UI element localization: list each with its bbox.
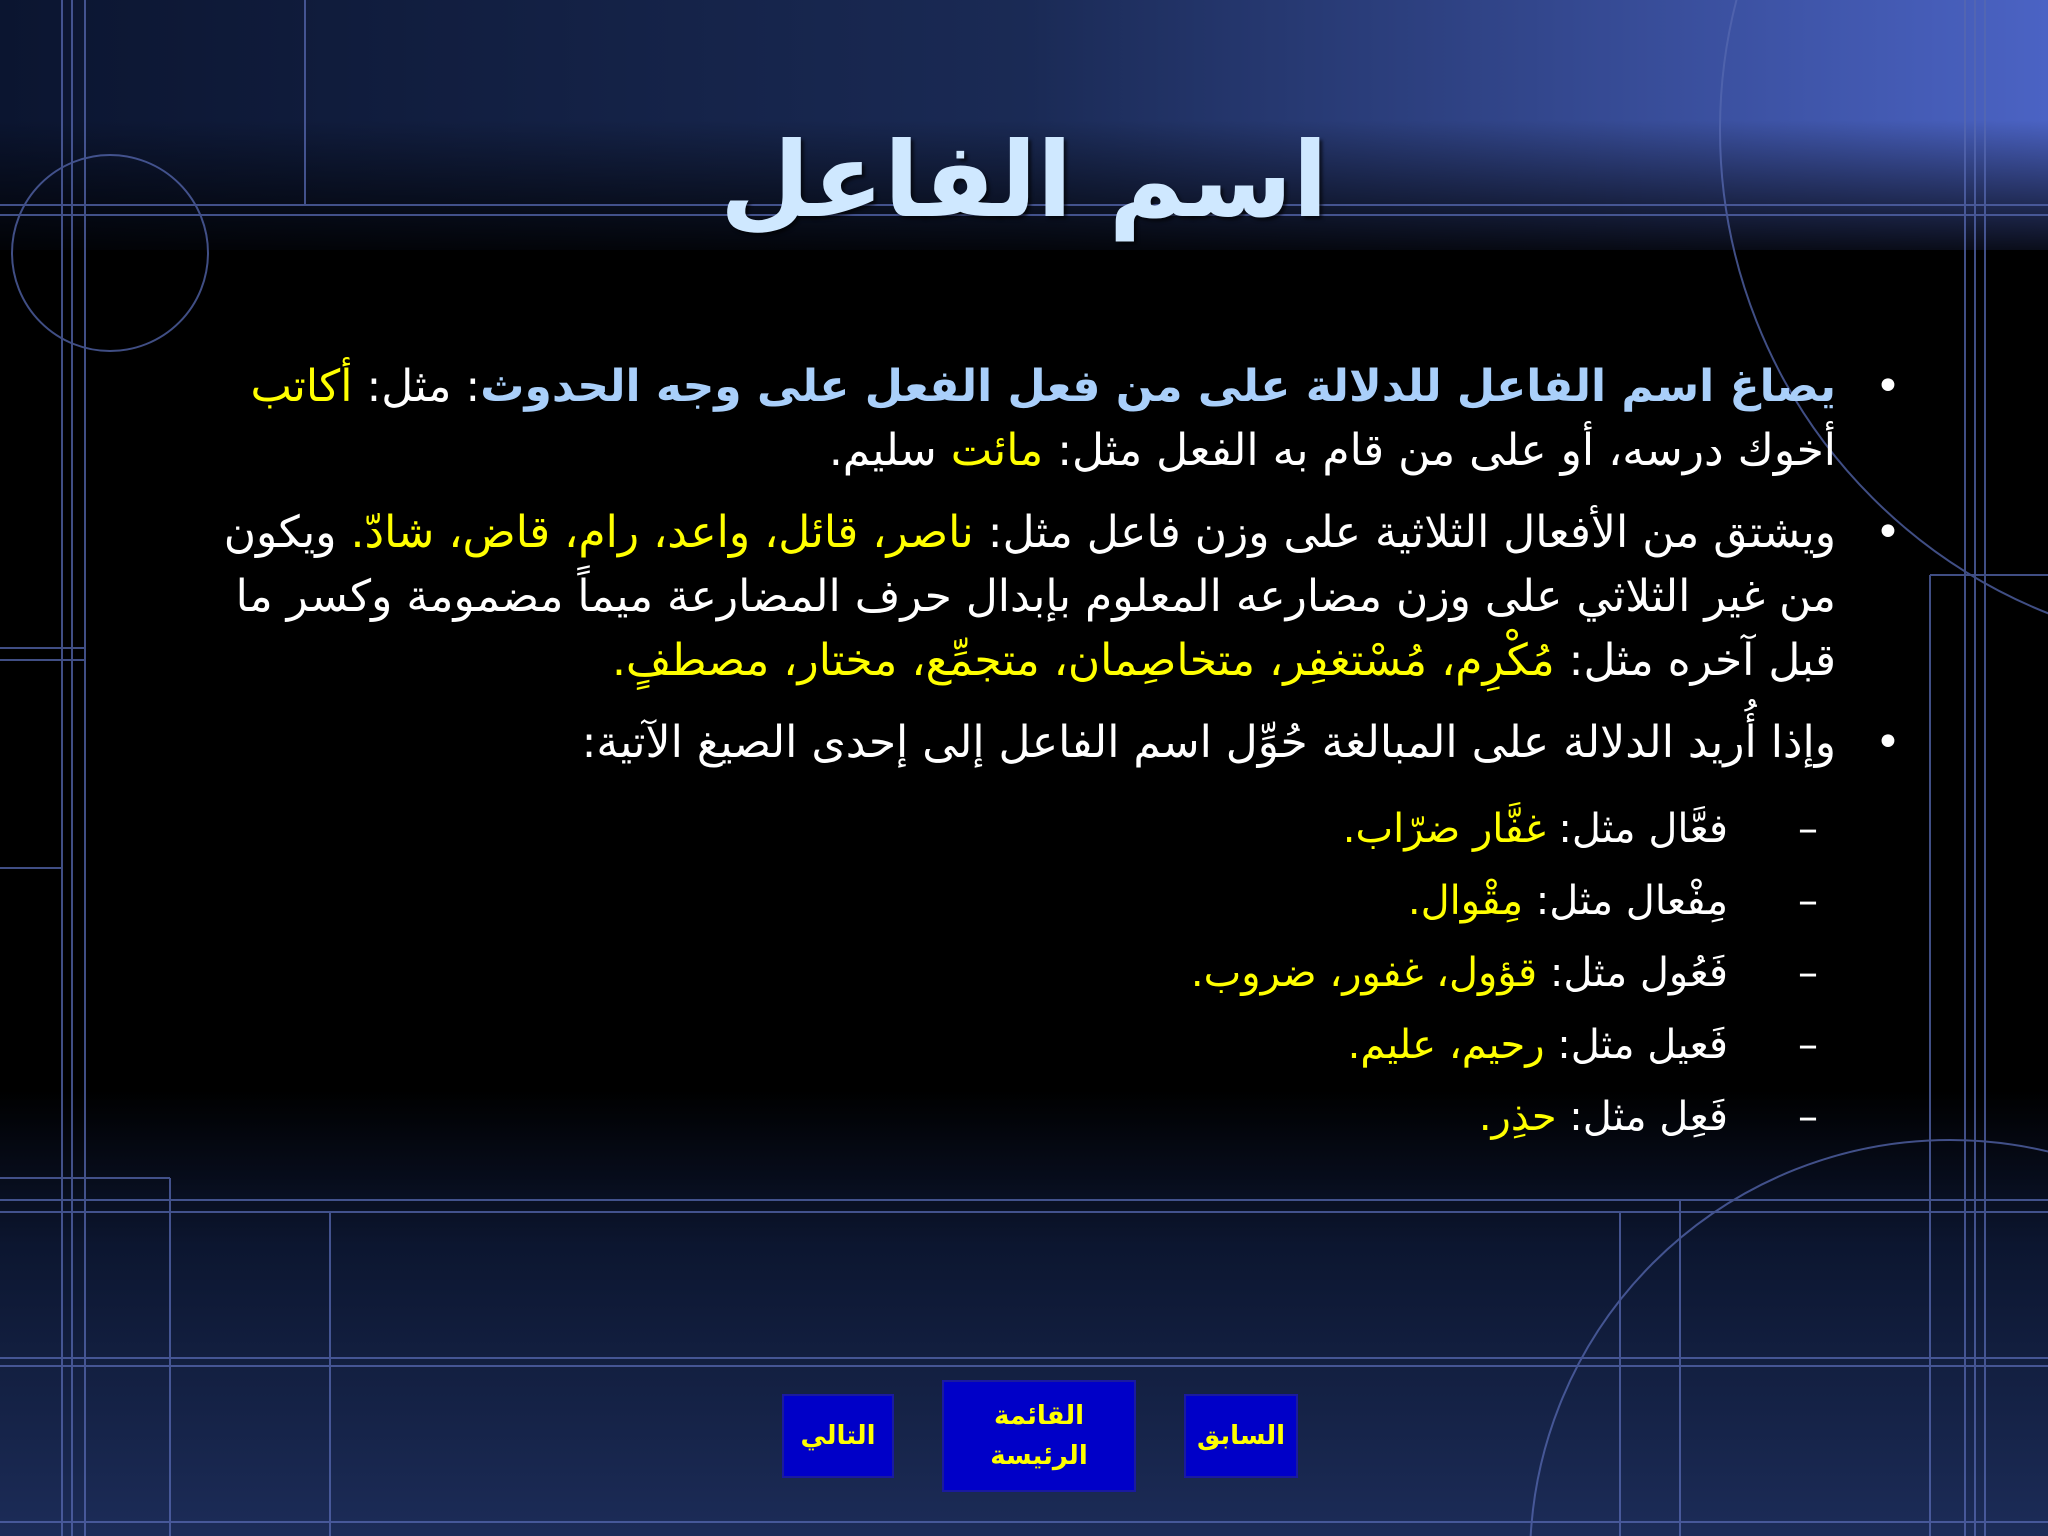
bullet-symbol: • <box>1875 717 1901 768</box>
sub-item-label: فَعِل مثل: <box>1556 1094 1728 1140</box>
bullet-text: : مثل: <box>352 361 481 412</box>
sub-item-example: قؤول، غفور، ضروب. <box>1190 950 1538 996</box>
sub-item-faeel <box>188 1009 1908 1081</box>
example-text: ناصر، قائل، واعد، رام، قاض، شادّ. <box>350 507 974 558</box>
sub-item-example: رحيم، عليم. <box>1347 1022 1545 1068</box>
page-title: اسم الفاعل <box>719 119 1329 241</box>
bullet-symbol: • <box>1875 507 1901 558</box>
bullet-symbol: • <box>1875 361 1901 412</box>
sub-item-example: غفَّار ضرّاب. <box>1342 806 1546 852</box>
bullet-definition <box>188 355 1908 483</box>
bullet-exaggeration <box>188 711 1908 775</box>
example-text: مائت <box>950 425 1044 476</box>
dash-symbol: – <box>1798 1094 1818 1140</box>
home-button[interactable] <box>942 1380 1136 1492</box>
home-button-label-line2: الرئيسة <box>990 1441 1088 1471</box>
next-button[interactable] <box>782 1394 894 1478</box>
dash-symbol: – <box>1798 806 1818 852</box>
bullet-text: ويكون من غير الثلاثي على وزن مضارعه المعلوم بإبدال حرف المضارعة ميماً مضمومة وكسر ما قبل آخره مثل: <box>223 507 1836 686</box>
sub-item-fael <box>188 1081 1908 1153</box>
sub-item-mifaal <box>188 865 1908 937</box>
bullet-text: سليم. <box>828 425 951 476</box>
bullet-derivation <box>188 501 1908 693</box>
sub-item-label: مِفْعال مثل: <box>1523 878 1728 924</box>
previous-button[interactable] <box>1184 1394 1298 1478</box>
next-button-label: التالي <box>800 1421 876 1451</box>
sub-item-example: حذِر. <box>1478 1094 1557 1140</box>
dash-symbol: – <box>1798 1022 1818 1068</box>
sub-item-faool <box>188 937 1908 1009</box>
dash-symbol: – <box>1798 950 1818 996</box>
bullet-text: أخوك درسه، أو على من قام به الفعل مثل: <box>1043 425 1836 476</box>
sub-item-label: فَعُول مثل: <box>1537 950 1728 996</box>
sub-item-faaal <box>188 793 1908 865</box>
bullet-text: وإذا أُريد الدلالة على المبالغة حُوِّل اسم الفاعل إلى إحدى الصيغ الآتية: <box>581 717 1836 768</box>
bullet-text: ويشتق من الأفعال الثلاثية على وزن فاعل مثل: <box>973 507 1836 558</box>
example-text: أكاتب <box>250 361 353 412</box>
definition-text: يصاغ اسم الفاعل للدلالة على من فعل الفعل على وجه الحدوث <box>480 361 1836 412</box>
slide-content <box>188 355 1908 1153</box>
dash-symbol: – <box>1798 878 1818 924</box>
previous-button-label: السابق <box>1196 1421 1286 1451</box>
example-text: مُكْرِم، مُسْتغفِر، متخاصِمان، متجمِّع، مختار، مصطفٍ. <box>611 635 1555 686</box>
sub-item-example: مِقْوال. <box>1407 878 1524 924</box>
home-button-label-line1: القائمة <box>993 1401 1085 1431</box>
sub-item-label: فعَّال مثل: <box>1545 806 1728 852</box>
sub-item-label: فَعيل مثل: <box>1544 1022 1728 1068</box>
